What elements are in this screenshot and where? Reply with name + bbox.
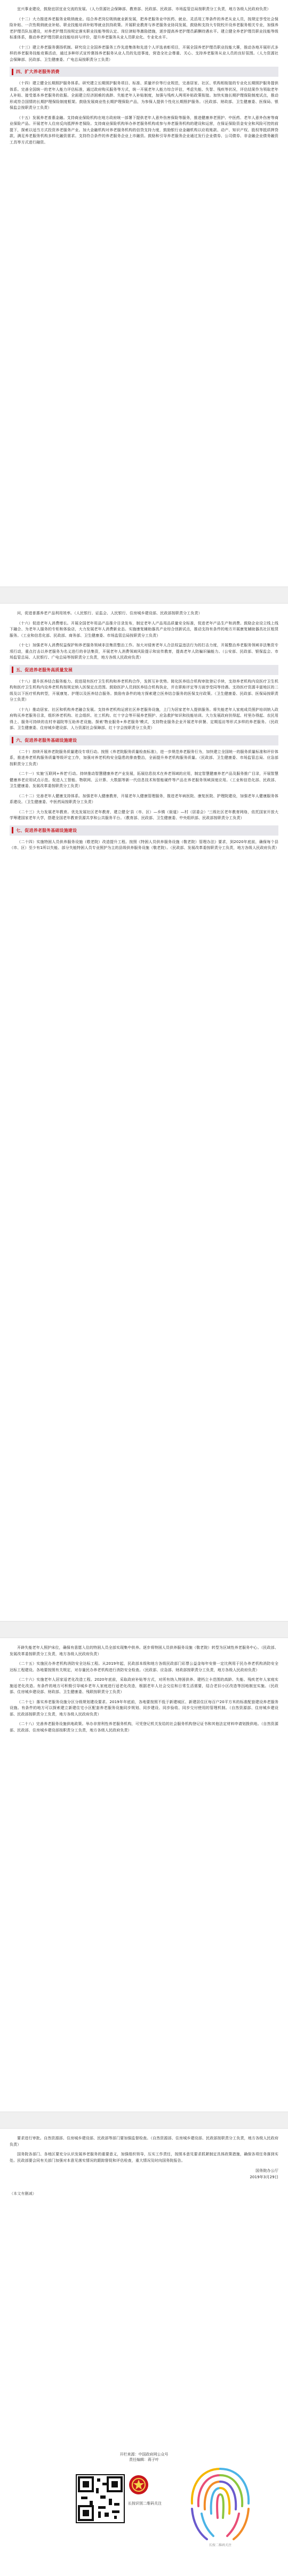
paragraph: （二十二）完善老年人健康支持体系。加强老年人健康教育，开展老年人健康管理服务，推进老年病医院、康复医院、护理院建设，加强老年人健康服务体系建设。（卫生健康委、中医药局按职责分工负责） (10, 793, 278, 804)
paragraph: （二十一）实施'互联网+养老'行动。持续推动智慧健康养老产业发展，拓展信息技术在养老领域的应用，制定智慧健康养老产品及服务推广目录，开展智慧健康养老应用试点示范。促进人工智能、物联网、云计算、大数据等新一代信息技术和智能硬件等产品在养老服务领域深度应用。（工业和信息化部、民政部、卫生健康委、发展改革委按职责分工负责） (10, 772, 278, 788)
page-break (0, 1621, 288, 1638)
section-marker-icon (12, 667, 13, 673)
paragraph: （二十四）实施特困人员供养服务设施（敬老院）改造提升工程。按照《特困人员供养服务设施（敬老院）管理办法》要求，到2020年底前，确保每个县（市、区）至少有1所以失能、部分失能特困人员专业照护为主的县级供养服务设施（敬老院）。（民政部、发展改革委按职责分工负责，地方各级人民政府负责） (10, 839, 279, 850)
page-block-3 (10, 1645, 278, 1737)
paragraph: （十七）加强老年人消费权益保护和养老服务领域非法集资整治工作。加大对侵害老年人合法权益违法行为的打击力度，开展整治养老服务领域非法集资专项行动，重点打击以养老服务为名义进行的非法集资，开展老年人消费领域风险提示和宣传教育，提高老年人防骗识骗能力。（公安部、民政部、银保监会、市场监管总局、人民银行、广电总局等按职责分工负责，地方各级人民政府负责） (10, 643, 278, 660)
section-heading-5: 五、促进养老服务高质量发展 (10, 665, 278, 675)
qr-code[interactable] (76, 2474, 125, 2523)
fingerprint-icon (180, 2458, 260, 2549)
page-break (0, 587, 288, 604)
paragraph: （二十八）完善养老服务设施供地政策。举办非营利性养老服务机构，可凭登记机关发给的社会服务机构登记证书和其他法定材料申请划拨供地。（自然资源部、民政部、住房城乡建设部按职责分工负责，地方各级人民政府负责） (10, 1722, 278, 1732)
abridged-note: （本文有删减） (10, 2192, 37, 2196)
paragraph: （十八）提升医养结合服务能力。促进现有医疗卫生机构和养老机构合作，发挥互补优势。简化医养结合机构审批登记手续，支持养老机构内设医疗卫生机构和医疗卫生机构内设养老机构按规定纳入医保定点范围。鼓励医护人员到医养结合机构执业，并在职称评定等方面享受同等待遇。支持医疗资源丰富地区的二级及以下医疗机构转型，开展康复、护理以及医养结合服务。鼓励有条件的地方探索建立医养结合服务的医保支付政策。（卫生健康委、民政部、医保局按职责分工负责） (10, 679, 278, 702)
paragraph: 宜兴事业建设，鼓励宜居宜业交流的发展。（人力资源社会保障部、教育部、民政部、民政部、市场监管总局按职责分工负责，地方各级人民政府负责） (17, 7, 271, 11)
section-marker-icon (12, 737, 13, 743)
paragraph: 国务院各部门、各地区要充分认识发展养老服务的重要意义，加强组织领导，压实工作责任，按照本意见要求抓紧制定具体政策措施，确保各项任务落到实处。民政部要会同有关部门加强对本意见落实情况的跟踪督促和评估检查，重大情况及时向国务院报告。 (10, 2152, 278, 2163)
paragraph: （十九）推动居家、社区和机构养老融合发展。支持养老机构运营社区养老服务设施，上门为居家老年人提供服务。将失能老年人家庭成员照护培训纳入政府购买养老服务目录，组织养老机构、社会组织、社工机构、红十字会等开展养老照护、应急救护知识和技能培训。大力发展政府扶得起、村里办得起、农民用得上、服务可持续的农村幸福院等互助养老设施。探索'物业服务+养老服务'模式，支持物业服务企业开展老年供餐、定期巡访等形式多样的养老服务。（民政部、卫生健康委、住房城乡建设部、人力资源社会保障部、红十字会按职责分工负责） (10, 707, 278, 730)
signature-block (10, 2168, 278, 2180)
paragraph: （二十七）落实养老服务设施分区分级规划建设要求。2019年年底前，各地要按照不低于新建城区、新建居住区每百户20平方米的标准配套建设养老服务设施。有条件的地方可以探索建立新建住宅小区配套养老服务设施同步规划、同步建设、同步验收、同步交付使用的管理机制。（自然资源部、住房城乡建设部、民政部按职责分工负责，地方各级人民政府负责） (10, 1699, 278, 1716)
paragraph: （二十）持续开展养老院服务质量建设专项行动。按照《养老院服务质量检查标准》，进一步规范养老服务行为，加快建立全国统一的服务质量标准和评价体系，推进养老机构服务质量等级评定工作，加强对养老机构安全隐患的排查整治，全面提升养老机构服务质量。（民政部、卫生健康委、市场监管总局、应急部按职责分工负责） (10, 749, 278, 766)
paragraph: （十六）促进老年人消费增长。开展全国老年用品产品推介目录发布，制定老年人产品用品质量安全标准，促进老年产品生产和消费。鼓励企业设立线上线下融合、为老年人服务的专柜和体验店，大力发展老年人消费新业态。实施康复辅助器具产业综合创新试点，推动支持有条件的地方开展康复辅助器具社区租赁服务。（工业和信息化部、民政部、商务部、卫生健康委、市场监管总局按职责分工负责） (10, 621, 278, 638)
page-block-4 (10, 2136, 278, 2197)
editor-line: 责任编辑：蒋子叶 (129, 2458, 159, 2462)
paragraph: （二十三）大力发展老年教育。优先发展社区老年教育，建立健全'县（市、区）—乡镇（街道）—村（居委会）'三级社区老年教育网络，依托国家开放大学筹建国家老年大学，搭建全国老年教育资源共享和公共服务平台。（教育部、民政部、卫生健康委、中央组织部、民政部按职责分工负责） (10, 809, 278, 820)
issuer: 国务院办公厅 (255, 2169, 278, 2173)
paragraph: （十四）建立健全长期照护服务体系。研究建立长期照护服务项目、标准、质量评价等行业规范，完善居家、社区、机构相衔接的专业化长期照护服务提供体系。完善全国统一的老年人能力评估标准，通过政府购买服务等方式，统一开展老年人能力综合评估，考虑失能、失智、残疾等状况，评估结果作为领取老年人补贴、接受基本养老服务的依据。全面建立经济困难的高龄、失能老年人补贴制度，加强与残疾人两项补贴政策衔接。加快实施长期护理保险制度试点，推动形成符合国情的长期护理保险制度框架。鼓励发展商业性长期护理保险产品，为参保人提供个性化长期照护服务。（民政部、财政部、卫生健康委、医保局、银保监会按职责分工负责） (10, 81, 278, 110)
source-line: 开栏来源：中国政府网公众号 (119, 2452, 169, 2457)
section-marker-icon (12, 69, 13, 75)
paragraph: （二十五）实施民办养老机构消防安全达标工程。从2019年起，民政部本级和地方各级民政部门彩票公益金每年安排一定比例用于民办养老机构消防安全达标工程建设。各地要按照有关规定，对存量民办养老机构进行消防安全检查。（民政部、应急部、财政部按职责分工负责，地方各级人民政府负责） (10, 1662, 278, 1672)
paragraph: （二十六）实施老年人居家适老化改造工程。2020年底前，采取政府补贴等方式，对所有纳入特困供养、建档立卡范围的高龄、失能、残疾老年人家庭实施适老化改造。有条件的地方可积极引导城乡老年人家庭进行适老化改造，根据老年人社会交往和日常生活需要，结合老旧小区改造等因地制宜实施。（民政部、住房城乡建设部、财政部、卫生健康委、残联按职责分工负责） (10, 1678, 278, 1694)
paragraph: （十五）发展养老普惠金融。支持商业保险机构在地方政府统一部署下提供老年人意外伤害保险等服务，推进健康养老照护、中医药、老年人意外伤害等商业保险产品。开展老年人住房反向抵押养老保险。支持商业保险机构举办养老服务机构或参与养老服务机构的建设和运营，在保证保险资金安全和风险可控的前提下，探索以适当方式投资养老服务产业。加大金融机构对养老服务机构的信贷支持力度，鼓励银行业金融机构以应收账款、动产、知识产权、股权等抵质押贷款，满足养老服务机构多样化融资需求。支持符合条件的养老服务企业上市融资。鼓励和引导养老服务企业通过发行企业债券、公司债券、非金融企业债务融资工具等方式进行融资。 (10, 115, 278, 145)
paragraph: 问，促进普惠养老产品利用效率。（人民银行、证监会、人民银行、住房城乡建设部、民政部按职责分工负责） (17, 611, 202, 615)
paragraph: （十二）大力推进养老服务业吸纳就业。结合养老岗位吸纳就业新发展，把养老服务业中医药、就业、灵活用工等条件的养老从业人员，按规定享受社会保险补贴、一次性吸纳就业补贴、职业技能培训补贴等就业扶持政策。开展职业教育与养老服务业协同发展，鼓励和支持大专院校开设养老服务相关专业，加强养老护理员队伍建设，对养老护理员按规定落实职业技能等级认定、岗位津贴等激励措施，逐步提高养老护理员薪酬待遇水平。建立健全养老护理员职业技能等级标准体系，推动养老护理员职业技能培训与评价，提升养老服务从业人员职业化、专业化水平。 (10, 17, 278, 39)
qr-caption: 长按识别二维码关注 (128, 2501, 162, 2506)
page-block-2 (10, 611, 278, 855)
section-heading-6: 六、促进养老服务基础设施建设 (10, 735, 278, 745)
section-heading-4: 四、扩大养老服务消费 (10, 67, 278, 77)
emblem-icon (128, 2474, 149, 2495)
paragraph: 开辟失能老年人照护床位，确保有意愿入住的特困人员全部实现集中供养。逐步将特困人员供养服务设施（敬老院）转型为区域性养老服务中心。（民政部、发展改革委按职责分工负责，地方各级人民政府负责） (10, 1646, 278, 1656)
section-heading-7: 七、促进养老服务基础设施建设 (10, 825, 278, 836)
page-break (0, 2112, 288, 2129)
watermark-caption: 长按二维码关注 (209, 2543, 231, 2547)
page-block-1 (10, 6, 278, 149)
paragraph: 要求进行审批。自然资源部、住房城乡建设部、民政部等部门要加强监督检查。（自然资源部、住房城乡建设部、民政部按职责分工负责，地方各级人民政府负责） (10, 2136, 278, 2147)
issue-date: 2019年3月29日 (250, 2175, 278, 2179)
paragraph: （十三）建立养老服务褒扬机制。研究设立全国养老服务工作先进集体和先进个人评选表彰项目，开展全国养老护理员职业技能大赛，推动各地开展形式多样的养老服务技能竞赛活动，通过多种形式宣传褒扬养老服务从业人员的先进事迹，营造全社会尊重、关心、支持养老服务从业人员的良好氛围。（人力资源社会保障部、民政部、卫生健康委、广电总局按职责分工负责） (10, 45, 278, 62)
section-marker-icon (12, 827, 13, 833)
